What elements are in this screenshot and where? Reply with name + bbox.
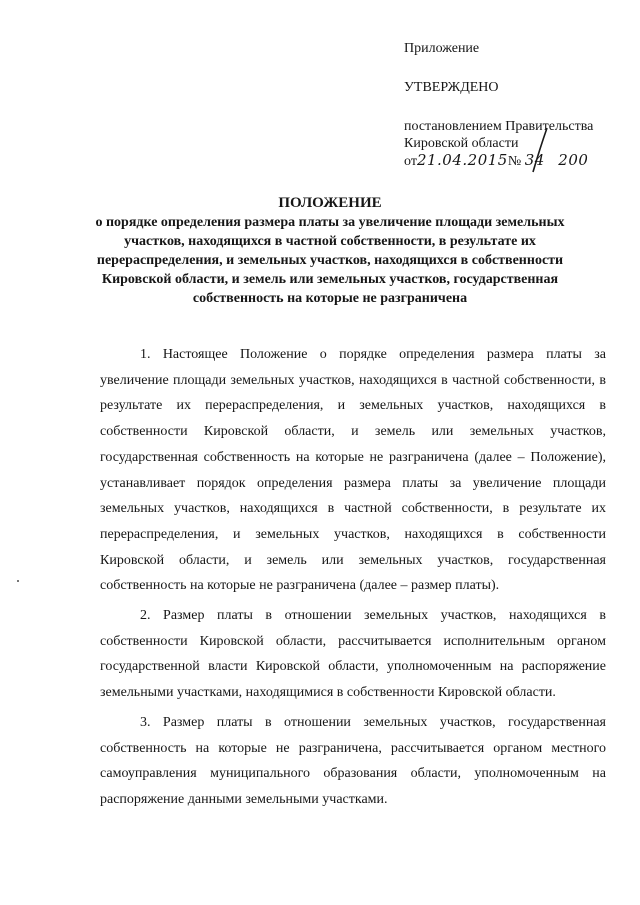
handwritten-slash-mark: [530, 126, 550, 174]
approval-stamp: [404, 40, 634, 170]
approved-label: УТВЕРЖДЕНО: [404, 80, 499, 95]
title-subheading: о порядке определения размера платы за увеличение площади земельных участков, находящихся в частной собственности, в результате их перераспределения, и земельных участков, находящихся в собственности Кировской области, и земель или земельных участков, государственная собственность на которые не разграничена: [95, 215, 565, 306]
decree-reference: [404, 118, 634, 170]
paragraph-2: 2. Размер платы в отношении земельных участков, находящихся в собственности Кировской области, рассчитывается исполнительным органом государственной власти Кировской области, уполномоченным на распоряжение земельными участками, находящимися в собственности Кировской области.: [100, 608, 606, 701]
paragraph-1: 1. Настоящее Положение о порядке определения размера платы за увеличение площади земельных участков, находящихся в частной собственности, в результате их перераспределения, и земельных участков, находящихся в собственности Кировской области, и земель или земельных участков, государственная собственность на которые не разграничена (далее – Положение), устанавливает порядок определения размера платы за увеличение площади земельных участков, находящихся в частной собственности, в результате их перераспределения, и земельных участков, находящихся в собственности Кировской области, и земель или земельных участков, государственная собственность на которые не разграничена (далее – размер платы).: [100, 347, 606, 594]
paragraph-3: 3. Размер платы в отношении земельных участков, государственная собственность на которые не разграничена, рассчитывается органом местного самоуправления муниципального образования области, уполномоченным на распоряжение данными земельными участками.: [100, 714, 606, 807]
decree-date-number: [404, 152, 634, 170]
handwritten-date: 21.04.2015: [416, 151, 508, 169]
decree-authority: Кировской области: [404, 136, 519, 151]
document-title: [80, 194, 580, 308]
title-heading: ПОЛОЖЕНИЕ: [278, 195, 382, 211]
scan-speck: [17, 580, 19, 582]
decree-line-1: постановлением Правительства: [404, 119, 594, 134]
appendix-label: Приложение: [404, 41, 480, 56]
handwritten-number-suffix: 200: [558, 151, 589, 169]
decree-line-2: [404, 135, 634, 152]
document-body: [100, 342, 606, 817]
handwritten-number: 34: [524, 151, 545, 169]
date-prefix: от: [404, 154, 417, 169]
number-prefix: №: [507, 154, 522, 169]
